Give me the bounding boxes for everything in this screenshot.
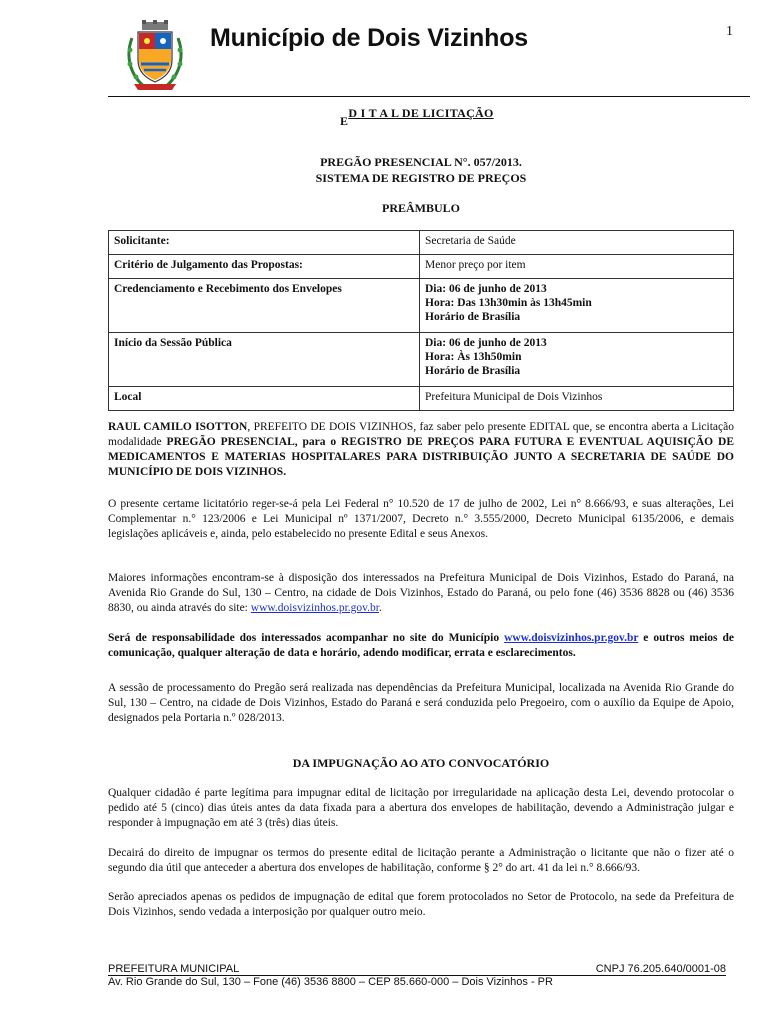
row-value-inicio-sessao <box>420 333 734 387</box>
paragraph-protocolo: Serão apreciados apenas os pedidos de impugnação de edital que forem protocolados no Setor de Protocolo, na sede da Prefeitura de Dois Vizinhos, sendo vedada a interposição por qualquer outro meio. <box>108 891 734 918</box>
registro-precos-heading: SISTEMA DE REGISTRO DE PREÇOS <box>315 171 527 185</box>
site-link[interactable]: www.doisvizinhos.pr.gov.br <box>250 602 379 614</box>
page-number: 1 <box>726 24 733 39</box>
site-link[interactable]: www.doisvizinhos.pr.gov.br <box>504 632 639 644</box>
value-line: Horário de Brasília <box>425 311 521 323</box>
informacoes-end: . <box>378 602 382 614</box>
abertura-object: PREGÃO PRESENCIAL, para o REGISTRO DE PREÇOS PARA FUTURA E EVENTUAL AQUISIÇÃO DE MEDICAMENTOS E MATERIAS HOSPITALARES PARA DISTRIBUIÇÃO JUNTO A SECRETARIA DE SAÚDE DO MUNICÍPIO DE DOIS VIZINHOS. <box>108 436 734 478</box>
row-label-solicitante: Solicitante: <box>109 231 420 255</box>
row-label-credenciamento: Credenciamento e Recebimento dos Envelopes <box>109 279 420 333</box>
row-label-criterio: Critério de Julgamento das Propostas: <box>109 255 420 279</box>
table-row <box>109 279 734 333</box>
value-line: Prefeitura Municipal de Dois Vizinhos <box>425 391 603 403</box>
table-row <box>109 231 734 255</box>
paragraph-informacoes <box>108 571 734 616</box>
paragraph-sessao: A sessão de processamento do Pregão será realizada nas dependências da Prefeitura Municipal, localizada na Avenida Rio Grande do Sul, 130 – Centro, na cidade de Dois Vizinhos, Estado do Paraná e será conduzida pelo Pregoeiro, com o auxílio da Equipe de Apoio, designados pela Portaria n.º 028/2013. <box>108 682 734 724</box>
table-row <box>109 255 734 279</box>
row-value-credenciamento <box>420 279 734 333</box>
mayor-name: RAUL CAMILO ISOTTON <box>108 421 248 433</box>
municipality-title: Município de Dois Vizinhos <box>210 24 528 52</box>
row-value-criterio <box>420 255 734 279</box>
edital-title <box>108 106 734 121</box>
footer-line <box>108 963 726 976</box>
value-line: Horário de Brasília <box>425 365 521 377</box>
preambulo-heading: PREÂMBULO <box>382 201 460 215</box>
paragraph-decadencia: Decairá do direito de impugnar os termos do presente edital de licitação perante a Administração o licitante que não o fizer até o segundo dia útil que anteceder a abertura dos envelopes de habilitação, conforme § 2° do art. 41 da lei n.° 8.666/93. <box>108 847 734 874</box>
row-label-local: Local <box>109 387 420 411</box>
pregao-number: PREGÃO PRESENCIAL N°. 057/2013. <box>320 155 522 169</box>
responsabilidade-text-end: e outros meios de comunicação, qualquer alteração de data e horário, adendo modificar, errata e esclarecimentos. <box>108 632 734 659</box>
abertura-text: , PREFEITO DE DOIS VIZINHOS, faz saber pelo presente EDITAL que, se encontra aberta a Licitação modalidade <box>108 421 734 448</box>
value-line: Menor preço por item <box>425 259 526 271</box>
preamble-table <box>108 230 734 411</box>
header-divider <box>108 96 750 97</box>
row-value-solicitante <box>420 231 734 255</box>
value-line: Secretaria de Saúde <box>425 235 516 247</box>
paragraph-impugnacao-cidadao: Qualquer cidadão é parte legítima para impugnar edital de licitação por irregularidade na aplicação desta Lei, devendo protocolar o pedido até 5 (cinco) dias úteis antes da data fixada para a abertura dos envelopes de habilitação, devendo a Administração julgar e responder à impugnação em até 3 (três) dias úteis. <box>108 787 734 829</box>
value-line: Hora: Das 13h30min às 13h45min <box>425 297 592 309</box>
municipal-coat-of-arms-icon <box>124 20 186 92</box>
footer-prefeitura: PREFEITURA MUNICIPAL <box>108 963 240 975</box>
edital-initial-letter: E <box>340 114 349 128</box>
value-line: Dia: 06 de junho de 2013 <box>425 337 547 349</box>
table-row <box>109 333 734 387</box>
impugnacao-heading: DA IMPUGNAÇÃO AO ATO CONVOCATÓRIO <box>292 756 550 770</box>
paragraph-abertura <box>108 420 734 480</box>
paragraph-responsabilidade <box>108 631 734 661</box>
value-line: Hora: Às 13h50min <box>425 351 522 363</box>
value-line: Dia: 06 de junho de 2013 <box>425 283 547 295</box>
paragraph-legislacao: O presente certame licitatório reger-se-á pela Lei Federal n° 10.520 de 17 de julho de 2002, Lei n° 8.666/93, e suas alterações, Lei Complementar n.° 123/2006 e Lei Municipal nº 1371/2007, Decreto n.° 3.555/2000, Decreto Municipal 6135/2006, e demais legislações aplicáveis e, ainda, pelo estabelecido no presente Edital e seus Anexos. <box>108 498 734 540</box>
edital-title-text: D I T A L DE LICITAÇÃO <box>348 106 494 120</box>
row-label-inicio-sessao: Início da Sessão Pública <box>109 333 420 387</box>
footer-cnpj: CNPJ 76.205.640/0001-08 <box>595 963 726 975</box>
table-row <box>109 387 734 411</box>
footer-address: Av. Rio Grande do Sul, 130 – Fone (46) 3536 8800 – CEP 85.660-000 – Dois Vizinhos - PR <box>108 976 553 988</box>
responsabilidade-text: Será de responsabilidade dos interessados acompanhar no site do Município <box>108 632 505 644</box>
row-value-local <box>420 387 734 411</box>
informacoes-text: Maiores informações encontram-se à disposição dos interessados na Prefeitura Municipal de Dois Vizinhos, Estado do Paraná, na Avenida Rio Grande do Sul, 130 – Centro, na cidade de Dois Vizinhos, Estado do Paraná, ou pelo fone (46) 3536 8828 ou (46) 3536 8830, ou ainda através do site: <box>108 572 734 614</box>
